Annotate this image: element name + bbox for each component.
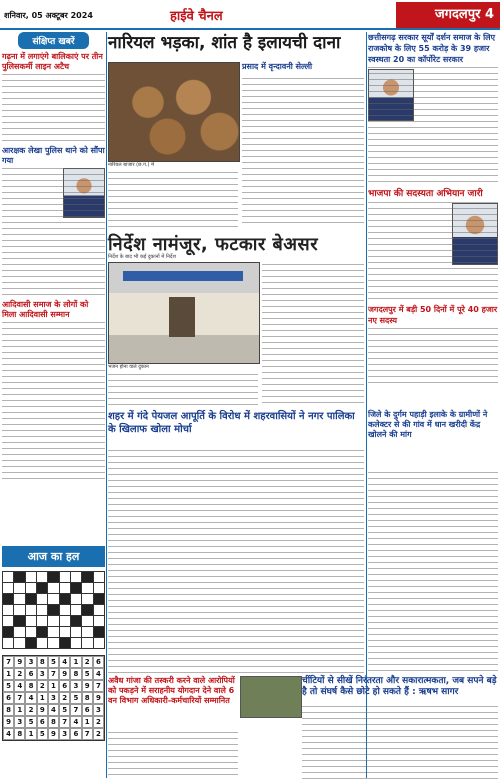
sudoku-cell: 3 xyxy=(70,680,81,692)
sudoku-cell: 5 xyxy=(59,704,70,716)
side-headline: जगदलपुर में बड़ी 50 दिनों में पूरे 40 हजार नए सदस्य xyxy=(368,305,498,325)
sudoku-cell: 9 xyxy=(59,668,70,680)
sudoku-cell: 9 xyxy=(37,704,48,716)
masthead xyxy=(0,0,500,30)
sudoku-cell: 5 xyxy=(25,716,36,728)
sudoku-cell: 6 xyxy=(82,704,93,716)
sudoku-cell: 8 xyxy=(3,704,14,716)
article-text xyxy=(108,732,238,780)
sudoku-cell: 4 xyxy=(25,692,36,704)
sudoku-cell: 5 xyxy=(82,668,93,680)
sudoku-cell: 5 xyxy=(48,656,59,668)
sudoku-cell: 3 xyxy=(93,704,104,716)
sudoku-cell: 9 xyxy=(82,680,93,692)
bjp-headline: भाजपा की सदस्यता अभियान जारी xyxy=(368,189,483,199)
lead-headline: नारियल भड़का, शांत है इलायची दाना xyxy=(108,33,341,53)
sudoku-cell: 2 xyxy=(93,716,104,728)
issue-date: शनिवार, 05 अक्टूबर 2024 xyxy=(4,11,93,20)
sudoku-cell: 5 xyxy=(37,728,48,740)
column-divider xyxy=(366,32,367,778)
sudoku-cell: 5 xyxy=(70,692,81,704)
article-text xyxy=(108,172,238,228)
sudoku-cell: 7 xyxy=(93,680,104,692)
left-column xyxy=(2,32,105,544)
sudoku-cell: 5 xyxy=(3,680,14,692)
sudoku-cell: 9 xyxy=(14,656,25,668)
sudoku-cell: 6 xyxy=(93,656,104,668)
puzzle-title: आज का हल xyxy=(2,546,105,567)
sudoku-cell: 4 xyxy=(70,716,81,728)
sudoku-cell: 6 xyxy=(70,728,81,740)
sudoku-cell: 4 xyxy=(93,668,104,680)
sudoku-cell: 3 xyxy=(25,656,36,668)
right-headline: छत्तीसगढ़ सरकार सूर्यों दर्शन समाज के लिए राजकोष के लिए 55 करोड़ के 39 हजार स्वस्थता 20 का कॉर्पोरेट सरकार xyxy=(368,33,496,64)
sudoku-cell: 8 xyxy=(70,668,81,680)
sudoku-cell: 8 xyxy=(48,716,59,728)
sudoku-cell: 2 xyxy=(25,704,36,716)
lead-sub-headline: प्रसाद में वृन्दावनी सेल्ली xyxy=(242,62,313,71)
forest-award-headline: अवैध गांजा की तस्करी करने वाले आरोपियों को पकड़ने में सराहनीय योगदान देने वाले 6 वन विभाग अधिकारी-कर्मचारियों सम्मानित xyxy=(108,676,235,705)
sudoku-cell: 8 xyxy=(14,728,25,740)
shop-sign xyxy=(123,271,243,281)
section-title: हाईवे चैनल xyxy=(170,9,223,24)
article-text xyxy=(108,450,364,674)
article-text xyxy=(262,264,364,408)
sudoku-cell: 7 xyxy=(82,728,93,740)
article-text xyxy=(2,322,105,482)
briefs-heading: संक्षिप्त खबरें xyxy=(18,32,89,49)
mid-byline: निर्देश के बाद भी कई दुकानों में निर्देश xyxy=(108,254,176,260)
sudoku-cell: 1 xyxy=(82,716,93,728)
sudoku-solution xyxy=(2,655,105,741)
article-text xyxy=(368,328,498,388)
photo-caption: नारियल बाजार (छ.ग.) में xyxy=(108,162,155,168)
article-text xyxy=(242,78,364,228)
sudoku-cell: 9 xyxy=(48,728,59,740)
article-text xyxy=(368,202,498,302)
sudoku-cell: 6 xyxy=(37,716,48,728)
sudoku-cell: 1 xyxy=(37,692,48,704)
puzzle-box xyxy=(2,546,105,778)
sudoku-cell: 8 xyxy=(82,692,93,704)
sudoku-cell: 9 xyxy=(93,692,104,704)
article-text xyxy=(368,67,498,187)
sudoku-cell: 8 xyxy=(25,680,36,692)
sudoku-cell: 3 xyxy=(37,668,48,680)
sudoku-cell: 9 xyxy=(3,716,14,728)
crossword-grid xyxy=(2,571,105,649)
column-divider xyxy=(106,32,107,778)
sudoku-cell: 7 xyxy=(70,704,81,716)
sudoku-cell: 6 xyxy=(3,692,14,704)
article-text xyxy=(2,74,105,144)
sudoku-cell: 3 xyxy=(48,692,59,704)
sudoku-cell: 2 xyxy=(14,668,25,680)
sudoku-cell: 2 xyxy=(59,692,70,704)
shop-photo xyxy=(108,262,260,364)
article-text xyxy=(368,472,498,672)
brief-headline: आदिवासी समाज के लोगों को मिला आदिवासी सम्मान xyxy=(2,300,89,319)
sudoku-cell: 7 xyxy=(59,716,70,728)
sudoku-cell: 3 xyxy=(14,716,25,728)
sudoku-cell: 7 xyxy=(3,656,14,668)
article-text xyxy=(302,706,498,780)
shop-door xyxy=(169,297,195,337)
sudoku-cell: 2 xyxy=(37,680,48,692)
sudoku-cell: 1 xyxy=(70,656,81,668)
sudoku-cell: 1 xyxy=(25,728,36,740)
sudoku-cell: 6 xyxy=(59,680,70,692)
brief-headline: आरक्षक लेखा पुलिस थाने को सौंपा गया xyxy=(2,146,105,165)
edition-badge: जगदलपुर 4 xyxy=(396,2,500,28)
sudoku-cell: 7 xyxy=(14,692,25,704)
right-lower-headline: जिले के दुर्गम पहाड़ी इलाके के ग्रामीणों ने कलेक्टर से की गांव में धान खरीदी केंद्र खोलने की मांग xyxy=(368,410,488,439)
sudoku-cell: 1 xyxy=(3,668,14,680)
sudoku-cell: 4 xyxy=(3,728,14,740)
article-text xyxy=(108,374,258,408)
award-photo xyxy=(240,676,302,718)
sudoku-cell: 3 xyxy=(59,728,70,740)
sudoku-cell: 2 xyxy=(93,728,104,740)
sudoku-cell: 4 xyxy=(59,656,70,668)
sudoku-cell: 4 xyxy=(48,704,59,716)
photo-caption: भजन होना वाले दुकान xyxy=(108,364,149,370)
mid-headline: निर्देश नामंजूर, फटकार बेअसर xyxy=(108,234,319,255)
article-text xyxy=(2,168,105,298)
sudoku-cell: 2 xyxy=(82,656,93,668)
bottom-headline: शहर में गंदे पेयजल आपूर्ति के विरोध में शहरवासियों ने नगर पालिका के खिलाफ खोला मोर्चा xyxy=(108,411,355,435)
sudoku-cell: 1 xyxy=(14,704,25,716)
right-column xyxy=(368,32,498,390)
sudoku-cell: 6 xyxy=(25,668,36,680)
sudoku-cell: 7 xyxy=(48,668,59,680)
motivation-headline: चींटियों से सीखें निरंतरता और सकारात्मकता, जब सपने बड़े है तो संघर्ष कैसे छोटे हो सकते हैं : ऋषभ सागर xyxy=(302,676,497,697)
sudoku-cell: 4 xyxy=(14,680,25,692)
brief-headline: गढ़ना में लगाएंगे बालिकाएं पर तीन पुलिसकर्मी लाइन अटैच xyxy=(2,52,103,71)
sudoku-cell: 1 xyxy=(48,680,59,692)
lead-story xyxy=(108,32,364,57)
coconut-photo xyxy=(108,62,240,162)
sudoku-cell: 8 xyxy=(37,656,48,668)
